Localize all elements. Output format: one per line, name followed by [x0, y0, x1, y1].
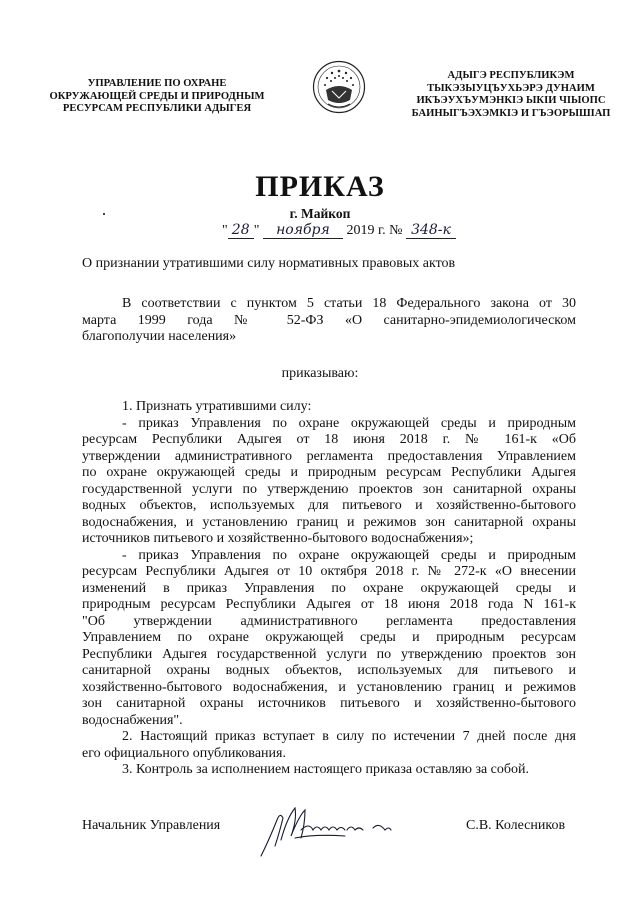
document-subject: О признании утратившими силу нормативных правовых актов: [82, 256, 456, 271]
body-line: изменений в приказ Управления по охране окружающей среды и: [82, 580, 576, 596]
body-line: государственной услуги по утверждению проектов зон санитарной охраны: [82, 481, 576, 497]
body-line: источников питьевого и хозяйственно-бытового водоснабжения»;: [82, 531, 474, 546]
scan-speck: [103, 213, 105, 215]
signatory-name: С.В. Колесников: [466, 818, 566, 833]
date-day: 28: [228, 222, 254, 239]
document-body: [82, 399, 576, 779]
document-number: 348-к: [406, 222, 456, 239]
authority-ru-line: ОКРУЖАЮЩЕЙ СРЕДЫ И ПРИРОДНЫМ: [49, 90, 265, 102]
body-line: Управлением по охране окружающей среды и природным ресурсам: [82, 630, 576, 645]
body-line: по охране окружающей среды и природным ресурсам Республики Адыгея: [82, 465, 576, 480]
document-city: г. Майкоп: [289, 206, 351, 221]
body-line: ресурсам Республики Адыгея от 10 октября 2018 г. № 272-к «О внесении: [82, 564, 576, 579]
preamble-line: марта 1999 года № 52-ФЗ «О санитарно-эпидемиологическом: [82, 312, 576, 328]
date-close-quote: ": [253, 223, 260, 238]
body-line: ресурсам Республики Адыгея от 18 июня 2018 г. № 161-к «Об: [82, 432, 576, 447]
body-line: 1. Признать утратившими силу:: [122, 399, 312, 414]
body-line: 3. Контроль за исполнением настоящего приказа оставляю за собой.: [122, 762, 530, 777]
authority-ru-line: УПРАВЛЕНИЕ ПО ОХРАНЕ: [87, 78, 227, 89]
body-line: водных объектов, используемых для питьевого и хозяйственно-бытового: [82, 498, 576, 513]
date-year: 2019 г. №: [346, 223, 403, 238]
date-month: ноября: [263, 222, 343, 239]
authority-ru-line: РЕСУРСАМ РЕСПУБЛИКИ АДЫГЕЯ: [62, 103, 252, 115]
body-line: "Об утверждении административного регламента предоставления: [82, 613, 576, 629]
authority-ady-line: АДЫГЭ РЕСПУБЛИКЭМ: [447, 70, 575, 81]
body-line: санитарной охраны водных объектов, используемых для питьевого и: [82, 663, 576, 678]
authority-name-russian: [42, 78, 272, 116]
body-line: водоснабжения".: [82, 712, 183, 728]
document-dateline: [222, 222, 456, 239]
body-line: природным ресурсам Республики Адыгея от 18 июня 2018 года N 161-к: [82, 597, 576, 612]
body-line: его официального опубликования.: [82, 745, 286, 761]
body-line: 2. Настоящий приказ вступает в силу по истечении 7 дней после дня: [122, 729, 576, 744]
document-title: ПРИКАЗ: [255, 170, 385, 203]
order-word: приказываю:: [281, 366, 359, 381]
body-line: утверждении административного регламента предоставления Управлением: [82, 448, 576, 464]
signatory-position: Начальник Управления: [82, 818, 221, 833]
authority-name-adyghe: [395, 70, 627, 120]
body-line: зон санитарной охраны источников питьевого и хозяйственно-бытового: [82, 696, 576, 711]
body-line: - приказ Управления по охране окружающей среды и природным: [122, 547, 576, 563]
body-line: хозяйственно-бытового водоснабжения, и установлению границ и режимов: [82, 679, 576, 695]
preamble-line: благополучии населения»: [82, 329, 237, 344]
republic-emblem-icon: [312, 60, 366, 114]
preamble-line: В соответствии с пунктом 5 статьи 18 Федерального закона от 30: [122, 296, 576, 311]
authority-ady-line: ТЫКЭЗЫУЦЪУХЬЭРЭ ДУНАИМ: [427, 82, 595, 94]
body-line: - приказ Управления по охране окружающей среды и природным: [122, 415, 576, 431]
authority-ady-line: ИКЪЭУХЪУМЭНКIЭ ЫКIИ ЧIЫОПС: [416, 95, 606, 107]
preamble: [82, 296, 576, 346]
handwritten-signature: [255, 800, 415, 860]
body-line: водоснабжения, и установлению границ и режимов зон санитарной охраны: [82, 514, 576, 530]
authority-ady-line: БАИНЫГЪЭХЭМКIЭ И ГЪЭОРЫШIАП: [411, 107, 611, 119]
body-line: Республики Адыгея государственной услуги по утверждению проектов зон: [82, 646, 576, 662]
date-open-quote: ": [222, 223, 228, 238]
